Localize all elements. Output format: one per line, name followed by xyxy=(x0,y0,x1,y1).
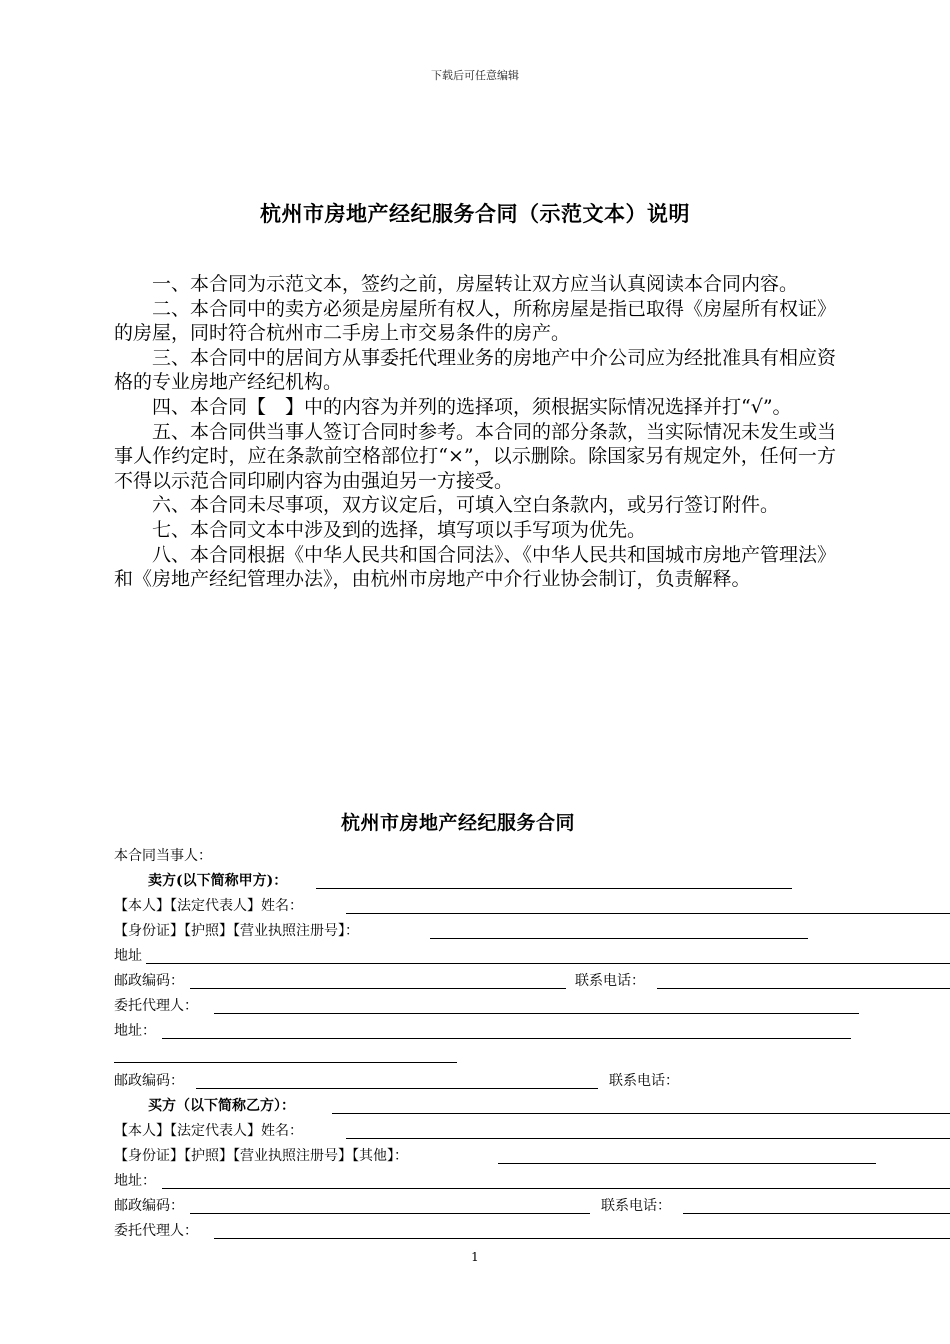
buyer-postcode-blank[interactable] xyxy=(190,1213,590,1214)
seller-phone-label: 联系电话： xyxy=(575,973,645,989)
parties-label: 本合同当事人： xyxy=(114,848,212,864)
buyer-id-label: 【身份证】【护照】【营业执照注册号】【其他】： xyxy=(114,1148,408,1164)
buyer-name-label: 【本人】【法定代表人】姓名： xyxy=(114,1123,303,1139)
notes-title: 杭州市房地产经纪服务合同（示范文本）说明 xyxy=(260,201,690,226)
note-6: 六、本合同未尽事项，双方议定后，可填入空白条款内，或另行签订附件。 xyxy=(152,494,780,517)
seller-address-blank[interactable] xyxy=(146,963,950,964)
note-4: 四、本合同【 】中的内容为并列的选择项，须根据实际情况选择并打“√”。 xyxy=(152,395,792,418)
seller-blank[interactable] xyxy=(316,888,792,889)
seller-agent-postcode-blank[interactable] xyxy=(196,1088,598,1089)
buyer-name-blank[interactable] xyxy=(346,1138,950,1139)
seller-agent-address-blank-2[interactable] xyxy=(114,1062,457,1063)
buyer-phone-label: 联系电话： xyxy=(601,1198,671,1214)
seller-agent-address-blank[interactable] xyxy=(162,1038,851,1039)
seller-label: 卖方(以下简称甲方)： xyxy=(148,873,288,889)
page-number: 1 xyxy=(471,1250,479,1264)
buyer-agent-blank[interactable] xyxy=(214,1238,950,1239)
buyer-phone-blank[interactable] xyxy=(683,1213,950,1214)
note-1: 一、本合同为示范文本，签约之前，房屋转让双方应当认真阅读本合同内容。 xyxy=(152,273,799,295)
buyer-postcode-label: 邮政编码： xyxy=(114,1198,184,1214)
buyer-id-blank[interactable] xyxy=(498,1163,876,1164)
seller-agent-label: 委托代理人： xyxy=(114,998,198,1014)
page-header: 下载后可任意编辑 xyxy=(431,69,519,82)
note-8: 八、本合同根据《中华人民共和国合同法》、《中华人民共和国城市房地产管理法》和《房地产经纪管理办法》，由杭州市房地产中介行业协会制订，负责解释。 xyxy=(114,543,837,591)
seller-agent-address-label: 地址： xyxy=(114,1023,156,1039)
note-2: 二、本合同中的卖方必须是房屋所有权人，所称房屋是指已取得《房屋所有权证》的房屋，同时符合杭州市二手房上市交易条件的房产。 xyxy=(114,297,837,345)
notes-section xyxy=(114,272,836,592)
seller-name-blank[interactable] xyxy=(346,913,950,914)
seller-address-label: 地址 xyxy=(114,948,142,964)
seller-postcode-label: 邮政编码： xyxy=(114,973,184,989)
seller-phone-blank[interactable] xyxy=(657,988,950,989)
seller-name-label: 【本人】【法定代表人】姓名： xyxy=(114,898,303,914)
seller-id-blank[interactable] xyxy=(430,938,808,939)
buyer-blank[interactable] xyxy=(332,1113,950,1114)
contract-title: 杭州市房地产经纪服务合同 xyxy=(340,812,575,834)
note-5: 五、本合同供当事人签订合同时参考。本合同的部分条款，当实际情况未发生或当事人作约定时，应在条款前空格部位打“×”，以示删除。除国家另有规定外，任何一方不得以示范合同印刷内容为由强迫另一方接受。 xyxy=(114,420,837,492)
seller-id-label: 【身份证】【护照】【营业执照注册号】： xyxy=(114,923,359,939)
seller-agent-postcode-label: 邮政编码： xyxy=(114,1073,184,1089)
buyer-agent-label: 委托代理人： xyxy=(114,1223,198,1239)
seller-agent-blank[interactable] xyxy=(214,1013,859,1014)
seller-postcode-blank[interactable] xyxy=(190,988,566,989)
buyer-label: 买方（以下简称乙方）： xyxy=(148,1098,295,1114)
note-7: 七、本合同文本中涉及到的选择，填写项以手写项为优先。 xyxy=(152,518,647,541)
seller-agent-phone-label: 联系电话： xyxy=(609,1073,679,1089)
buyer-address-label: 地址： xyxy=(114,1173,156,1189)
note-3: 三、本合同中的居间方从事委托代理业务的房地产中介公司应为经批准具有相应资格的专业房地产经纪机构。 xyxy=(114,346,837,394)
buyer-address-blank[interactable] xyxy=(162,1188,950,1189)
